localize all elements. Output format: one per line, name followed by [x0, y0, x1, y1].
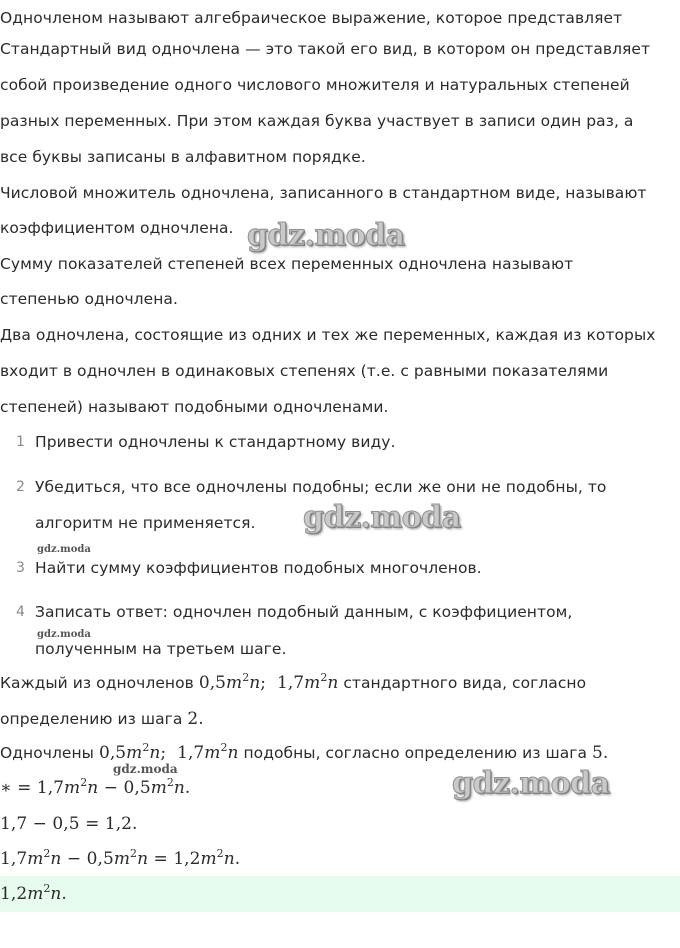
- equation-star-difference: ∗ = $1,7m^2n - 0,5m^2n$.: [0, 776, 191, 798]
- step-2-text-line-2: алгоритм не применяется.: [35, 514, 256, 532]
- final-answer: $1,2m^2n$.: [0, 882, 67, 904]
- definition-degree-line-1: Сумму показателей степеней всех переменных одночлена называют: [0, 255, 574, 273]
- math-monomials: $0,5m^2n$; $1,7m^2n$: [198, 671, 339, 693]
- math-step-number: 2.: [187, 709, 204, 729]
- definition-standard-form-line-4: все буквы записаны в алфавитном порядке.: [0, 148, 366, 166]
- step-number: 2: [16, 479, 25, 495]
- definition-similar-line-3: степеней) называют подобными одночленами.: [0, 398, 389, 416]
- answer-highlight: [0, 876, 680, 912]
- step-2-text-line-1: Убедиться, что все одночлены подобны; если же они не подобны, то: [35, 478, 607, 496]
- definition-degree-line-2: степенью одночлена.: [0, 290, 178, 308]
- solution-text: подобны, согласно определению из шага: [243, 744, 587, 762]
- definition-similar-line-1: Два одночлена, состоящие из одних и тех же переменных, каждая из которых: [0, 326, 656, 344]
- watermark-logo: gdz.moda: [303, 500, 461, 535]
- definition-standard-form-line-2: собой произведение одного числового множителя и натуральных степеней: [0, 76, 630, 94]
- math-monomials: $0,5m^2n$; $1,7m^2n$: [98, 741, 239, 763]
- watermark-logo: gdz.moda: [247, 218, 405, 253]
- step-number: 1: [16, 434, 25, 450]
- solution-text: стандартного вида, согласно: [343, 674, 587, 692]
- definition-coefficient-line-1: Числовой множитель одночлена, записанного в стандартном виде, называют: [0, 184, 647, 202]
- definition-coefficient-line-2: коэффициентом одночлена.: [0, 219, 234, 237]
- watermark-small: gdz.moda: [37, 629, 91, 640]
- step-4-text-line-1: Записать ответ: одночлен подобный данным, с коэффициентом,: [35, 603, 573, 621]
- equation-coefficient-sum: 1,7 − 0,5 = 1,2.: [0, 814, 138, 834]
- solution-text: Каждый из одночленов: [0, 674, 194, 692]
- math-step-number: 5.: [591, 743, 609, 763]
- definition-standard-form-line-1: Стандартный вид одночлена — это такой его вид, в котором он представляет: [0, 40, 651, 58]
- solution-step-2-line: [0, 742, 608, 764]
- definition-standard-form-line-3: разных переменных. При этом каждая буква участвует в записи один раз, а: [0, 112, 634, 130]
- step-4-text-line-2: полученным на третьем шаге.: [35, 640, 287, 658]
- step-number: 4: [16, 604, 25, 620]
- solution-text: Одночлены: [0, 744, 94, 762]
- definition-monomial: Одночленом называют алгебраическое выражение, которое представляет: [0, 9, 623, 27]
- watermark-small: gdz.moda: [113, 762, 178, 776]
- solution-step-1-line-2: [0, 708, 204, 730]
- solution-step-1-line-1: [0, 672, 586, 694]
- step-number: 3: [16, 560, 25, 576]
- step-1-text: Привести одночлены к стандартному виду.: [35, 433, 396, 451]
- step-3-text: Найти сумму коэффициентов подобных многочленов.: [35, 559, 482, 577]
- solution-text: определению из шага: [0, 710, 183, 728]
- equation-monomial-difference: $1,7m^2n - 0,5m^2n = 1,2m^2n$.: [0, 847, 241, 869]
- watermark-logo: gdz.moda: [452, 766, 610, 801]
- watermark-small: gdz.moda: [37, 544, 91, 555]
- definition-similar-line-2: входит в одночлен в одинаковых степенях (т.е. с равными показателями: [0, 362, 609, 380]
